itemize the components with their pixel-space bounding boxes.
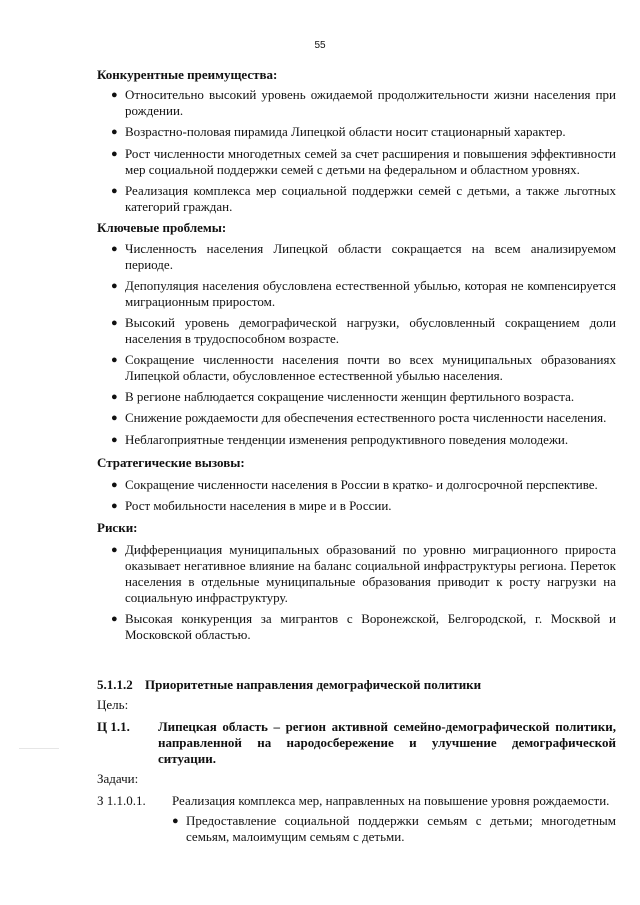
list-item-text: Предоставление социальной поддержки семьям с детьми; многодетным семьям, малоимущим семьям с детьми. [186,813,616,844]
task-text: Реализация комплекса мер, направленных на повышение уровня рождаемости. [172,793,610,808]
section-heading-advantages: Конкурентные преимущества: [97,67,278,82]
bullet-icon: ● [111,544,118,556]
list-item [111,278,616,310]
list-item-text: Сокращение численности населения почти во всех муниципальных образованиях Липецкой области, обусловленное естественной убылью населения. [125,352,616,383]
list-item-text: Высокая конкуренция за мигрантов с Воронежской, Белгородской, г. Москвой и Московской областью. [125,611,616,642]
bullet-icon: ● [111,391,118,403]
list-item [111,124,616,140]
list-item [111,352,616,384]
bullet-icon: ● [111,613,118,625]
scan-mark [19,748,59,749]
goal-text: Липецкая область – регион активной семейно-демографической политики, направленной на народосбережение и улучшение демографической ситуации. [158,719,616,766]
list-item-text: Высокий уровень демографической нагрузки, обусловленный сокращением доли населения в трудоспособном возрасте. [125,315,616,346]
bullet-icon: ● [111,148,118,160]
list-item [111,315,616,347]
list-item [111,611,616,643]
list-item [111,432,616,448]
section-heading-risks: Риски: [97,520,138,535]
goal-id: Ц 1.1. [97,719,130,734]
list-item [111,146,616,178]
list-item-text: Дифференциация муниципальных образований по уровню миграционного прироста оказывает негативное влияние на баланс социальной инфраструктуры региона. Переток населения в отдельные муниципальные образования приводит к росту нагрузки на социальную инфраструктуру. [125,542,616,605]
bullet-icon: ● [111,89,118,101]
tasks-label: Задачи: [97,771,139,786]
subsection-heading [97,677,481,693]
list-item [111,389,616,405]
list-item-text: Относительно высокий уровень ожидаемой продолжительности жизни населения при рождении. [125,87,616,118]
bullet-icon: ● [111,434,118,446]
bullet-icon: ● [111,412,118,424]
list-item-text: В регионе наблюдается сокращение численности женщин фертильного возраста. [125,389,575,404]
bullet-icon: ● [111,126,118,138]
list-item-text: Снижение рождаемости для обеспечения естественного роста численности населения. [125,410,607,425]
list-item [111,542,616,606]
bullet-icon: ● [111,479,118,491]
list-item-text: Сокращение численности населения в России в кратко- и долгосрочной перспективе. [125,477,598,492]
bullet-icon: ● [111,500,118,512]
bullet-icon: ● [172,815,179,827]
bullet-icon: ● [111,185,118,197]
list-item-text: Рост численности многодетных семей за счет расширения и повышения эффективности мер социальной поддержки семей с детьми на федеральном и областном уровнях. [125,146,616,177]
list-item-text: Неблагоприятные тенденции изменения репродуктивного поведения молодежи. [125,432,569,447]
list-item [111,477,616,493]
list-item-text: Реализация комплекса мер социальной поддержки семей с детьми, а также льготных категорий граждан. [125,183,616,214]
page-number: 55 [314,40,326,51]
list-item [172,813,616,845]
list-item [111,498,616,514]
subsection-number: 5.1.1.2 [97,677,133,692]
goal-label: Цель: [97,697,129,712]
section-heading-challenges: Стратегические вызовы: [97,455,245,470]
list-item [111,410,616,426]
bullet-icon: ● [111,243,118,255]
list-item [111,183,616,215]
list-item [111,241,616,273]
section-heading-problems: Ключевые проблемы: [97,220,227,235]
subsection-title: Приоритетные направления демографической политики [145,677,482,692]
bullet-icon: ● [111,354,118,366]
bullet-icon: ● [111,317,118,329]
list-item-text: Численность населения Липецкой области сокращается на всем анализируемом периоде. [125,241,616,272]
bullet-icon: ● [111,280,118,292]
list-item-text: Депопуляция населения обусловлена естественной убылью, которая не компенсируется миграционным приростом. [125,278,616,309]
list-item-text: Рост мобильности населения в мире и в России. [125,498,392,513]
list-item-text: Возрастно-половая пирамида Липецкой области носит стационарный характер. [125,124,566,139]
task-id: З 1.1.0.1. [97,793,146,808]
list-item [111,87,616,119]
